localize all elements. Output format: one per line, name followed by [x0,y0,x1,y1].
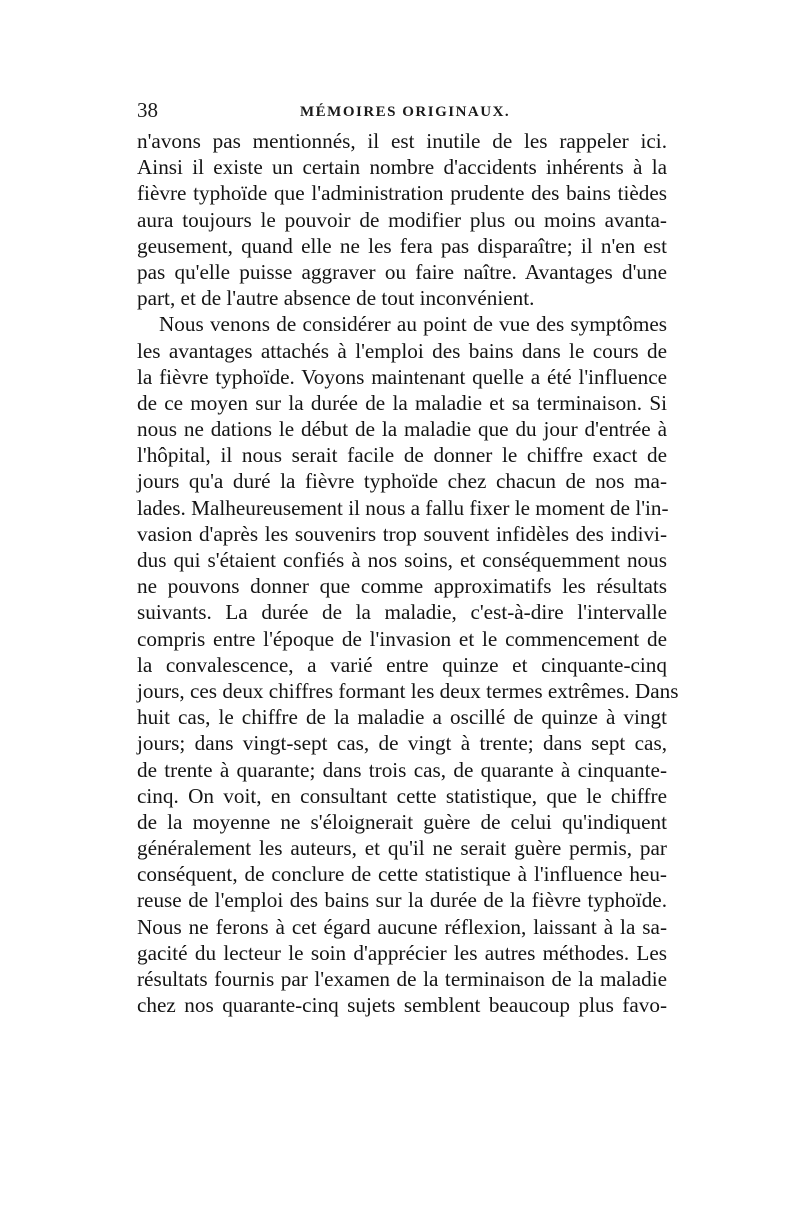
text-line: fièvre typhoïde que l'administration prudente des bains tièdes [137,181,667,206]
body-text [137,128,679,1018]
text-line: n'avons pas mentionnés, il est inutile de les rappeler ici. [137,129,667,153]
text-line: vasion d'après les souvenirs trop souvent infidèles des indivi- [137,521,667,546]
page-header [137,98,667,128]
text-line: jours, ces deux chiffres formant les deux termes extrêmes. Dans [137,678,679,703]
text-line: nous ne dations le début de la maladie que du jour d'entrée à [137,417,667,442]
text-line: huit cas, le chiffre de la maladie a oscillé de quinze à vingt [137,705,667,730]
text-line: de ce moyen sur la durée de la maladie et sa terminaison. Si [137,390,667,415]
text-line: l'hôpital, il nous serait facile de donner le chiffre exact de [137,443,667,468]
text-line: de la moyenne ne s'éloignerait guère de celui qu'indiquent [137,809,667,834]
text-line: geusement, quand elle ne les fera pas disparaître; il n'en est [137,233,667,258]
text-line: lades. Malheureusement il nous a fallu fixer le moment de l'in- [137,495,669,520]
text-line: chez nos quarante-cinq sujets semblent beaucoup plus favo- [137,993,667,1018]
text-line: ne pouvons donner que comme approximatifs les résultats [137,574,667,599]
paragraph-start-line: Nous venons de considérer au point de vue des symptômes [159,312,667,337]
text-line: gacité du lecteur le soin d'apprécier les autres méthodes. Les [137,940,667,965]
text-line: Ainsi il existe un certain nombre d'accidents inhérents à la [137,155,667,180]
text-line: généralement les auteurs, et qu'il ne serait guère permis, par [137,836,667,861]
page-number: 38 [137,98,158,122]
text-line: résultats fournis par l'examen de la terminaison de la maladie [137,967,667,991]
text-line: jours; dans vingt-sept cas, de vingt à trente; dans sept cas, [137,731,667,756]
text-line: part, et de l'autre absence de tout inconvénient. [137,286,535,311]
text-line: compris entre l'époque de l'invasion et le commencement de [137,626,667,651]
text-line: la convalescence, a varié entre quinze et cinquante-cinq [137,652,667,677]
text-line: de trente à quarante; dans trois cas, de quarante à cinquante- [137,757,667,782]
text-line: jours qu'a duré la fièvre typhoïde chez chacun de nos ma- [137,469,667,494]
text-line: la fièvre typhoïde. Voyons maintenant quelle a été l'influence [137,364,667,389]
running-head: MÉMOIRES ORIGINAUX. [300,104,511,120]
text-line: aura toujours le pouvoir de modifier plus ou moins avanta- [137,207,667,232]
text-line: conséquent, de conclure de cette statistique à l'influence heu- [137,862,667,887]
text-line: pas qu'elle puisse aggraver ou faire naître. Avantages d'une [137,259,667,284]
text-line: reuse de l'emploi des bains sur la durée de la fièvre typhoïde. [137,888,667,913]
text-line: cinq. On voit, en consultant cette statistique, que le chiffre [137,783,667,808]
text-line: dus qui s'étaient confiés à nos soins, et conséquemment nous [137,548,667,572]
text-line: Nous ne ferons à cet égard aucune réflexion, laissant à la sa- [137,914,667,939]
text-line: les avantages attachés à l'emploi des bains dans le cours de [137,338,667,363]
text-line: suivants. La durée de la maladie, c'est-à-dire l'intervalle [137,600,667,625]
